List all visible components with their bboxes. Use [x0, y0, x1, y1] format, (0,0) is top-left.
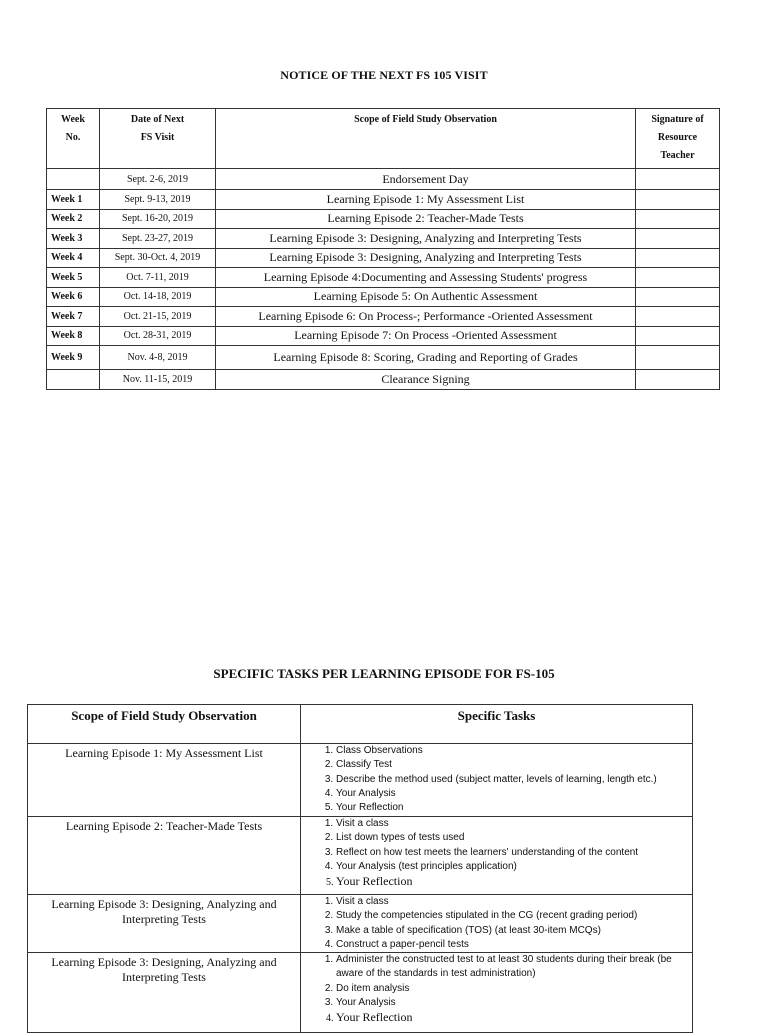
scope-cell: Learning Episode 5: On Authentic Assessment — [216, 287, 636, 307]
tasks-cell — [301, 895, 693, 953]
table-row — [47, 268, 720, 288]
task-list — [301, 953, 692, 1024]
list-item: 3. Describe the method used (subject matter, levels of learning, length etc.) — [336, 773, 692, 787]
episode-cell: Learning Episode 1: My Assessment List — [28, 744, 301, 817]
date-cell: Sept. 9-13, 2019 — [100, 190, 216, 210]
date-cell: Sept. 23-27, 2019 — [100, 229, 216, 249]
list-item: 2. Study the competencies stipulated in the CG (recent grading period) — [336, 909, 692, 923]
table-row — [47, 370, 720, 390]
tasks-cell — [301, 744, 693, 817]
tasks-title: SPECIFIC TASKS PER LEARNING EPISODE FOR FS-105 — [213, 666, 555, 681]
visit-schedule-table — [46, 108, 720, 390]
list-item: 1. Class Observations — [336, 744, 692, 758]
list-item: 3. Make a table of specification (TOS) (at least 30-item MCQs) — [336, 924, 692, 938]
signature-cell — [636, 169, 720, 190]
date-cell: Sept. 2-6, 2019 — [100, 169, 216, 190]
task-list — [301, 817, 692, 888]
header-specific-tasks: Specific Tasks — [301, 705, 693, 744]
header-signature: Signature of Resource Teacher — [636, 109, 720, 169]
table-row — [28, 817, 693, 895]
episode-cell: Learning Episode 3: Designing, Analyzing and Interpreting Tests — [28, 953, 301, 1033]
signature-cell — [636, 268, 720, 288]
signature-cell — [636, 248, 720, 268]
week-cell — [47, 370, 100, 390]
scope-cell: Learning Episode 3: Designing, Analyzing and Interpreting Tests — [216, 229, 636, 249]
list-item: 4. Your Analysis — [336, 787, 692, 801]
list-item: 3. Your Analysis — [336, 996, 692, 1010]
signature-cell — [636, 229, 720, 249]
table-row — [28, 895, 693, 953]
header-scope: Scope of Field Study Observation — [216, 109, 636, 169]
date-cell: Nov. 11-15, 2019 — [100, 370, 216, 390]
week-cell: Week 9 — [47, 346, 100, 370]
specific-tasks-table — [27, 704, 693, 1033]
table-row — [47, 209, 720, 229]
scope-cell: Learning Episode 7: On Process -Oriented Assessment — [216, 326, 636, 346]
list-item: 1. Visit a class — [336, 817, 692, 831]
table-row — [47, 287, 720, 307]
list-item: 1. Administer the constructed test to at least 30 students during their break (be aware of the standards in test administration) — [336, 953, 692, 982]
table-row — [28, 953, 693, 1033]
episode-cell: Learning Episode 3: Designing, Analyzing and Interpreting Tests — [28, 895, 301, 953]
list-item: 5. Your Reflection — [336, 801, 692, 815]
table-row — [47, 169, 720, 190]
week-cell: Week 1 — [47, 190, 100, 210]
signature-cell — [636, 346, 720, 370]
table-row — [47, 248, 720, 268]
table-row — [47, 229, 720, 249]
week-cell: Week 8 — [47, 326, 100, 346]
episode-cell: Learning Episode 2: Teacher-Made Tests — [28, 817, 301, 895]
date-cell: Nov. 4-8, 2019 — [100, 346, 216, 370]
header-scope: Scope of Field Study Observation — [28, 705, 301, 744]
list-item: 2. Do item analysis — [336, 982, 692, 996]
list-item: 4. Construct a paper-pencil tests — [336, 938, 692, 952]
week-cell: Week 7 — [47, 307, 100, 327]
table-row — [47, 346, 720, 370]
list-item: 2. List down types of tests used — [336, 831, 692, 845]
week-cell: Week 3 — [47, 229, 100, 249]
list-item: 4. Your Reflection — [336, 1010, 692, 1024]
table-row — [47, 190, 720, 210]
list-item: 5. Your Reflection — [336, 874, 692, 888]
task-list — [301, 744, 692, 815]
list-item: 2. Classify Test — [336, 758, 692, 772]
list-item: 1. Visit a class — [336, 895, 692, 909]
week-cell: Week 6 — [47, 287, 100, 307]
scope-cell: Learning Episode 1: My Assessment List — [216, 190, 636, 210]
header-date: Date of Next FS Visit — [100, 109, 216, 169]
list-item: 4. Your Analysis (test principles application) — [336, 860, 692, 874]
scope-cell: Clearance Signing — [216, 370, 636, 390]
table-row — [47, 326, 720, 346]
week-cell: Week 4 — [47, 248, 100, 268]
date-cell: Sept. 16-20, 2019 — [100, 209, 216, 229]
scope-cell: Learning Episode 4:Documenting and Assessing Students' progress — [216, 268, 636, 288]
scope-cell: Learning Episode 3: Designing, Analyzing and Interpreting Tests — [216, 248, 636, 268]
scope-cell: Learning Episode 2: Teacher-Made Tests — [216, 209, 636, 229]
signature-cell — [636, 209, 720, 229]
list-item: 3. Reflect on how test meets the learners' understanding of the content — [336, 846, 692, 860]
task-list — [301, 895, 692, 952]
week-cell — [47, 169, 100, 190]
tasks-cell — [301, 817, 693, 895]
tasks-header-row — [28, 705, 693, 744]
week-cell: Week 5 — [47, 268, 100, 288]
scope-cell: Learning Episode 6: On Process-; Performance -Oriented Assessment — [216, 307, 636, 327]
date-cell: Oct. 21-15, 2019 — [100, 307, 216, 327]
table-row — [47, 307, 720, 327]
date-cell: Oct. 14-18, 2019 — [100, 287, 216, 307]
visit-header-row — [47, 109, 720, 169]
date-cell: Sept. 30-Oct. 4, 2019 — [100, 248, 216, 268]
header-week-no: Week No. — [47, 109, 100, 169]
signature-cell — [636, 370, 720, 390]
date-cell: Oct. 7-11, 2019 — [100, 268, 216, 288]
signature-cell — [636, 287, 720, 307]
date-cell: Oct. 28-31, 2019 — [100, 326, 216, 346]
signature-cell — [636, 190, 720, 210]
scope-cell: Learning Episode 8: Scoring, Grading and Reporting of Grades — [216, 346, 636, 370]
table-row — [28, 744, 693, 817]
signature-cell — [636, 326, 720, 346]
signature-cell — [636, 307, 720, 327]
week-cell: Week 2 — [47, 209, 100, 229]
scope-cell: Endorsement Day — [216, 169, 636, 190]
tasks-cell — [301, 953, 693, 1033]
notice-title: NOTICE OF THE NEXT FS 105 VISIT — [280, 68, 488, 82]
